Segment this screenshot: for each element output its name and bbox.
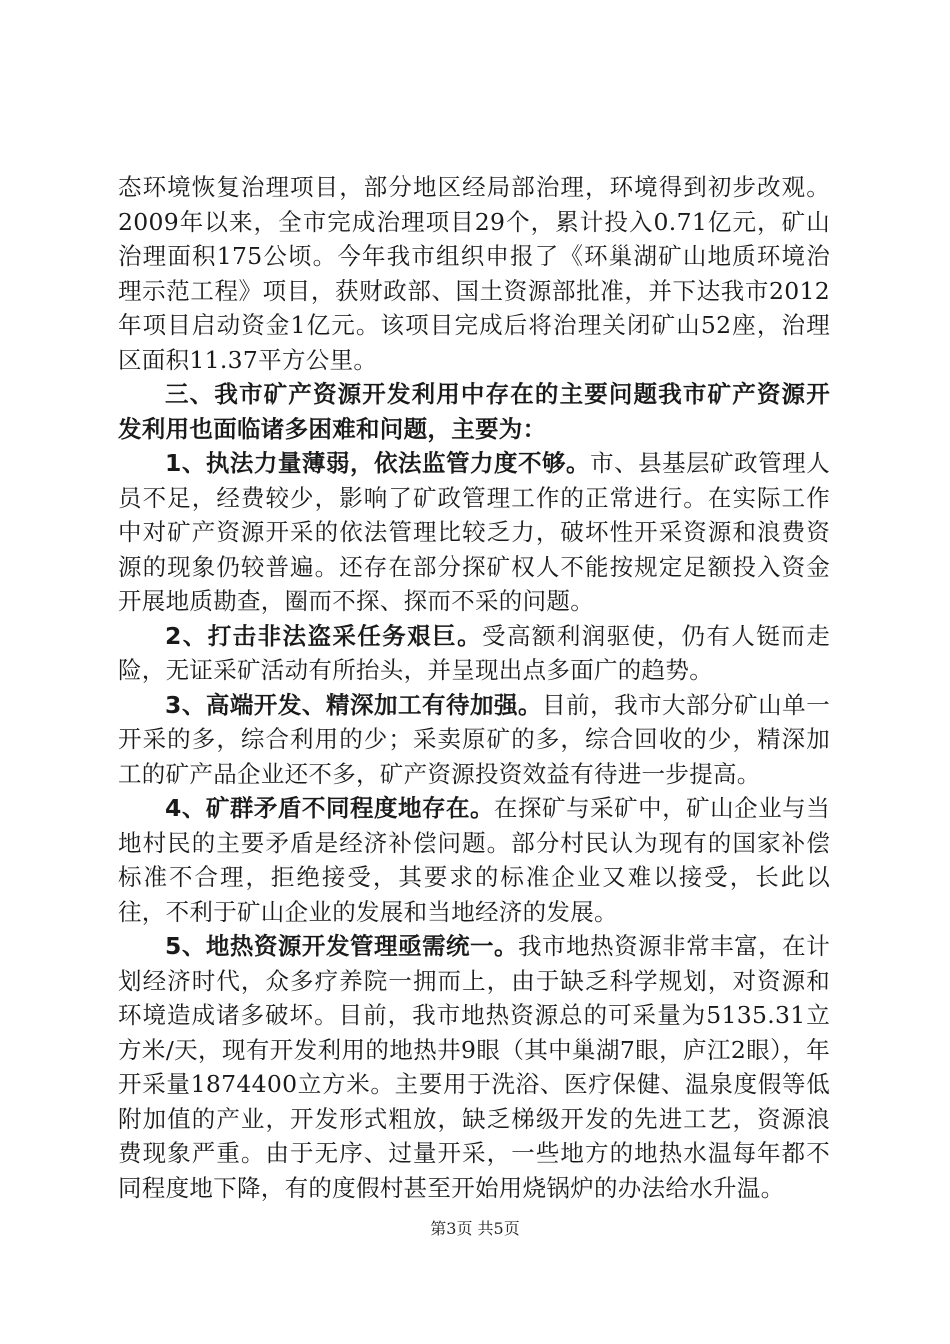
section-heading [118, 377, 830, 446]
issue-paragraph-3 [118, 688, 830, 792]
issue-text: 我市地热资源非常丰富，在计划经济时代，众多疗养院一拥而上，由于缺乏科学规划，对资源和环境造成诸多破坏。目前，我市地热资源总的可采量为5135.31立方米/天，现有开发利用的地热井9眼（其中巢湖7眼，庐江2眼），年开采量1874400立方米。主要用于洗浴、医疗保健、温泉度假等低附加值的产业，开发形式粗放，缺乏梯级开发的先进工艺，资源浪费现象严重。由于无序、过量开采，一些地方的地热水温每年都不同程度地下降，有的度假村甚至开始用烧锅炉的办法给水升温。 [118, 932, 830, 1202]
issue-lead: 3、高端开发、精深加工有待加强。 [165, 690, 543, 719]
issue-paragraph-2 [118, 619, 830, 688]
issue-paragraph-4 [118, 791, 830, 929]
page-number-footer: 第3页 共5页 [430, 1219, 520, 1238]
issue-paragraph-1 [118, 446, 830, 619]
issue-lead: 2、打击非法盗采任务艰巨。 [165, 621, 483, 650]
issue-text: 市、县基层矿政管理人员不足，经费较少，影响了矿政管理工作的正常进行。在实际工作中对矿产资源开采的依法管理比较乏力，破坏性开采资源和浪费资源的现象仍较普遍。还存在部分探矿权人不能按规定足额投入资金开展地质勘查，圈而不探、探而不采的问题。 [118, 449, 830, 615]
document-body [118, 170, 830, 1205]
section-heading-text: 三、我市矿产资源开发利用中存在的主要问题我市矿产资源开发利用也面临诸多困难和问题，主要为： [118, 380, 830, 443]
issue-lead: 5、地热资源开发管理亟需统一。 [165, 932, 519, 960]
issue-text: 受高额利润驱使，仍有人铤而走险，无证采矿活动有所抬头，并呈现出点多面广的趋势。 [118, 621, 830, 684]
issue-text: 目前，我市大部分矿山单一开采的多，综合利用的少；采卖原矿的多，综合回收的少，精深加工的矿产品企业还不多，矿产资源投资效益有待进一步提高。 [118, 690, 830, 788]
issue-lead: 4、矿群矛盾不同程度地存在。 [165, 794, 495, 822]
issue-lead: 1、执法力量薄弱，依法监管力度不够。 [165, 449, 591, 477]
paragraph-text: 态环境恢复治理项目，部分地区经局部治理，环境得到初步改观。2009年以来，全市完成治理项目29个，累计投入0.71亿元，矿山治理面积175公顷。今年我市组织申报了《环巢湖矿山地质环境治理示范工程》项目，获财政部、国土资源部批准，并下达我市2012年项目启动资金1亿元。该项目完成后将治理关闭矿山52座，治理区面积11.37平方公里。 [118, 173, 830, 374]
issue-text: 在探矿与采矿中，矿山企业与当地村民的主要矛盾是经济补偿问题。部分村民认为现有的国家补偿标准不合理，拒绝接受，其要求的标准企业又难以接受，长此以往，不利于矿山企业的发展和当地经济的发展。 [118, 794, 830, 926]
issue-paragraph-5 [118, 929, 830, 1205]
paragraph-continuation [118, 170, 830, 377]
